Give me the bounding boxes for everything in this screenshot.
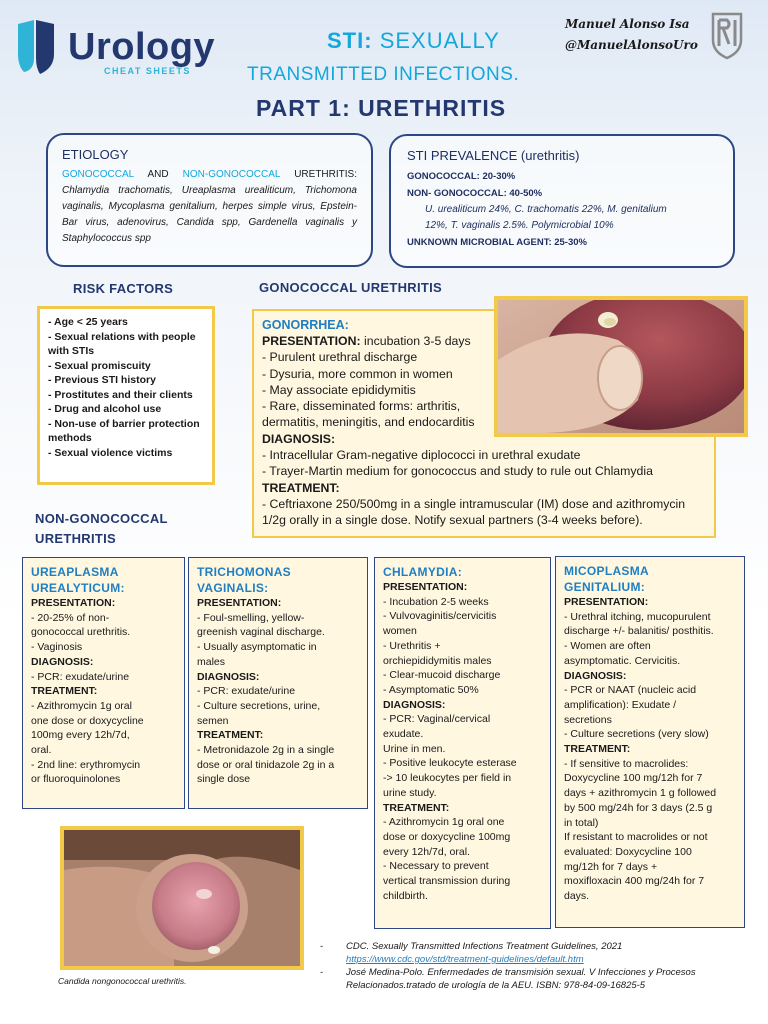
trichomonas-line: males — [197, 655, 226, 668]
chlamydia-section-label: PRESENTATION: — [383, 581, 468, 593]
gonorrhea-title: GONORRHEA: — [262, 318, 349, 332]
micoplasma-section-label: TREATMENT: — [564, 743, 631, 756]
title-line-2: TRANSMITTED INFECTIONS. — [247, 64, 520, 85]
trichomonas-title: VAGINALIS: — [197, 581, 269, 595]
risk-item: - Drug and alcohol use — [48, 403, 162, 415]
etiology-text — [62, 167, 357, 247]
presentation-text: incubation 3-5 days — [360, 334, 471, 348]
etiology-box — [46, 133, 373, 267]
logo-subtitle: CHEAT SHEETS — [104, 66, 191, 76]
micoplasma-line: days. — [564, 890, 590, 903]
trichomonas-line: single dose — [197, 773, 251, 786]
trichomonas-section-label: PRESENTATION: — [197, 597, 282, 609]
micoplasma-line: mg/12h for 7 days + — [564, 860, 658, 873]
micoplasma-title: GENITALIUM: — [564, 580, 646, 594]
chlamydia-line: - Clear-mucoid discharge — [383, 669, 501, 682]
micoplasma-line: Doxycycline 100 mg/12h for 7 — [564, 772, 703, 785]
gonorrhea-diagnosis-item: - Intracellular Gram-negative diplococci in urethral exudate — [262, 448, 581, 463]
chlamydia-line: - Urethritis + — [383, 639, 441, 652]
chlamydia-line: -> 10 leukocytes per field in — [383, 772, 512, 785]
ureaplasma-line: one dose or doxycycline — [31, 714, 144, 727]
risk-item: - Previous STI history — [48, 374, 156, 386]
ureaplasma-box — [22, 557, 185, 809]
ureaplasma-line: gonococcal urethritis. — [31, 626, 131, 639]
risk-item: - Prostitutes and their clients — [48, 388, 193, 401]
logo-shield-icon — [14, 18, 58, 76]
chlamydia-line: Urine in men. — [383, 742, 446, 755]
chlamydia-box — [374, 557, 551, 929]
gonorrhea-treatment-item: - Ceftriaxone 250/500mg in a single intramuscular (IM) dose and azithromycin — [262, 496, 686, 511]
prevalence-non-gonococcal: NON- GONOCOCCAL: 40-50% — [407, 188, 543, 199]
prevalence-gonococcal: GONOCOCCAL: 20-30% — [407, 171, 516, 182]
micoplasma-line: If resistant to macrolides or not — [564, 831, 708, 844]
prevalence-box — [389, 134, 735, 268]
gonorrhea-presentation-item: - Dysuria, more common in women — [262, 366, 453, 381]
chlamydia-line: - Necessary to prevent — [383, 860, 489, 873]
non-gonococcal-heading — [35, 509, 168, 549]
gonorrhea-treatment-label: TREATMENT: — [262, 480, 340, 495]
ureaplasma-title: UREALYTICUM: — [31, 581, 125, 595]
candida-clinical-photo — [60, 826, 304, 970]
micoplasma-line: - PCR or NAAT (nucleic acid — [564, 684, 697, 697]
micoplasma-line: discharge +/- balanitis/ posthitis. — [564, 625, 714, 638]
chlamydia-line: vertical transmission during — [383, 875, 511, 888]
title-sti: STI: — [327, 28, 373, 53]
chlamydia-line: women — [383, 625, 417, 638]
micoplasma-line: - Culture secretions (very slow) — [564, 728, 709, 741]
micoplasma-line: amplification): Exudate / — [564, 698, 677, 711]
trichomonas-line: - Culture secretions, urine, — [197, 699, 321, 712]
micoplasma-section-label: PRESENTATION: — [564, 596, 649, 608]
ureaplasma-section-label: TREATMENT: — [31, 685, 98, 698]
reference-bullet: - — [320, 941, 324, 952]
chlamydia-line: - PCR: Vaginal/cervical — [383, 713, 491, 726]
ureaplasma-line: - Vaginosis — [31, 641, 83, 654]
micoplasma-line: secretions — [564, 713, 612, 726]
micoplasma-line: - Women are often — [564, 640, 651, 653]
reference-1 — [320, 940, 740, 966]
gonococcal-heading: GONOCOCCAL URETHRITIS — [259, 280, 443, 295]
micoplasma-line: by 500 mg/24h for 3 days (2.5 g — [564, 801, 713, 814]
chlamydia-line: orchiepididymitis males — [383, 654, 492, 667]
ureaplasma-line: - Azithromycin 1g oral — [31, 699, 132, 712]
chlamydia-line: - Incubation 2-5 weeks — [383, 595, 489, 608]
gonorrhea-presentation-item: dermatitis, meningitis, and endocarditis — [262, 415, 475, 430]
trichomonas-line: - PCR: exudate/urine — [197, 685, 296, 698]
ureaplasma-section-label: PRESENTATION: — [31, 597, 116, 609]
risk-item: - Sexual promiscuity — [48, 359, 151, 372]
chlamydia-line: exudate. — [383, 728, 424, 741]
ureaplasma-line: oral. — [31, 744, 52, 757]
etiology-and: AND — [133, 169, 183, 180]
author-block — [565, 14, 698, 56]
chlamydia-title: CHLAMYDIA: — [383, 565, 462, 579]
reference-2 — [320, 966, 740, 992]
ureaplasma-line: - PCR: exudate/urine — [31, 670, 130, 683]
reference-bullet: - — [320, 967, 324, 978]
trichomonas-line: - Metronidazole 2g in a single — [197, 744, 335, 757]
chlamydia-line: every 12h/7d, oral. — [383, 845, 470, 858]
gonorrhea-clinical-photo — [494, 296, 748, 437]
micoplasma-line: in total) — [564, 816, 599, 829]
trichomonas-line: semen — [197, 714, 229, 727]
ureaplasma-line: or fluoroquinolones — [31, 773, 121, 786]
trichomonas-box — [188, 557, 368, 809]
chlamydia-line: - Azithromycin 1g oral one — [383, 816, 505, 829]
ureaplasma-line: 100mg every 12h/7d, — [31, 729, 130, 742]
reference-1-text: CDC. Sexually Transmitted Infections Treatment Guidelines, 2021 — [346, 941, 623, 952]
gonorrhea-presentation-item: - Rare, disseminated forms: arthritis, — [262, 399, 461, 414]
prevalence-breakdown-2: 12%, T. vaginalis 2.5%. Polymicrobial 10% — [425, 220, 614, 231]
chlamydia-line: - Positive leukocyte esterase — [383, 757, 517, 770]
prevalence-heading — [407, 148, 717, 163]
chlamydia-section-label: TREATMENT: — [383, 801, 450, 814]
etiology-heading: ETIOLOGY — [62, 147, 129, 162]
etiology-urethritis: URETHRITIS: — [280, 169, 357, 180]
chlamydia-line: dose or doxycycline 100mg — [383, 830, 511, 843]
author-handle: @ManuelAlonsoUro — [565, 38, 698, 52]
micoplasma-line: moxifloxacin 400 mg/24h for 7 — [564, 875, 705, 888]
urology-logo — [14, 18, 254, 78]
micoplasma-box — [555, 556, 745, 928]
presentation-label: PRESENTATION: — [262, 334, 361, 348]
references — [320, 940, 740, 992]
trichomonas-line: greenish vaginal discharge. — [197, 626, 325, 639]
ureaplasma-title: UREAPLASMA — [31, 565, 119, 579]
logo-wordmark: Urology — [68, 26, 216, 68]
title-sexually: SEXUALLY — [379, 28, 500, 53]
etiology-organisms: Chlamydia trachomatis, Ureaplasma urealiticum, Trichomona vaginalis, Mycoplasma genitalium, herpes simple virus, Epstein-Bar virus, adenovirus, Candida spp, Gardenella vaginalis y Staphylococcus spp — [62, 185, 357, 244]
chlamydia-line: - Vulvovaginitis/cervicitis — [383, 610, 497, 623]
risk-item: - Sexual violence victims — [48, 446, 173, 459]
gonorrhea-diagnosis-item: - Trayer-Martin medium for gonococcus and study to rule out Chlamydia — [262, 464, 653, 479]
chlamydia-section-label: DIAGNOSIS: — [383, 698, 446, 711]
chlamydia-line: - Asymptomatic 50% — [383, 683, 479, 696]
chlamydia-line: childbirth. — [383, 889, 428, 902]
gonorrhea-diagnosis-label: DIAGNOSIS: — [262, 431, 336, 446]
title-line-1 — [327, 28, 500, 54]
trichomonas-line: dose or oral tinidazole 2g in a — [197, 758, 335, 771]
micoplasma-line: evaluated: Doxycycline 100 — [564, 845, 692, 858]
prevalence-breakdown-1: U. urealiticum 24%, C. trachomatis 22%, M. genitalium — [425, 204, 667, 215]
trichomonas-line: - Usually asymptomatic in — [197, 641, 317, 654]
prevalence-heading-main: STI PREVALENCE — [407, 148, 518, 163]
trichomonas-section-label: TREATMENT: — [197, 729, 264, 742]
micoplasma-section-label: DIAGNOSIS: — [564, 669, 627, 682]
gonorrhea-presentation-item: - Purulent urethral discharge — [262, 350, 418, 365]
ureaplasma-section-label: DIAGNOSIS: — [31, 655, 94, 668]
trichomonas-title: TRICHOMONAS — [197, 565, 291, 579]
reference-2-text: José Medina-Polo. Enfermedades de transmisión sexual. V Infecciones y Procesos Relacionados.tratado de urología de la AEU. ISBN: 978-84-09-16825-5 — [346, 967, 696, 991]
page-title: PART 1: URETHRITIS — [256, 95, 507, 121]
risk-item: - Non-use of barrier protection methods — [48, 417, 200, 444]
risk-factors-box — [37, 306, 215, 485]
gonorrhea-treatment-item: 1/2g orally in a single dose. Notify sexual partners (3-4 weeks before). — [262, 513, 643, 528]
micoplasma-line: - If sensitive to macrolides: — [564, 757, 689, 770]
reference-1-link[interactable]: https://www.cdc.gov/std/treatment-guidelines/default.htm — [346, 954, 584, 965]
rdc-badge-logo — [707, 10, 747, 60]
micoplasma-title: MICOPLASMA — [564, 564, 649, 578]
micoplasma-line: days + azithromycin 1 g followed — [564, 787, 717, 800]
ureaplasma-line: - 2nd line: erythromycin — [31, 758, 141, 771]
risk-item: - Sexual relations with people with STIs — [48, 330, 196, 357]
risk-factors-heading: RISK FACTORS — [73, 281, 174, 296]
prevalence-heading-suffix: (urethritis) — [520, 148, 580, 163]
trichomonas-line: - Foul-smelling, yellow- — [197, 611, 305, 624]
etiology-gonococcal: GONOCOCCAL — [62, 169, 134, 180]
risk-item: - Age < 25 years — [48, 316, 128, 328]
prevalence-unknown: UNKNOWN MICROBIAL AGENT: 25-30% — [407, 237, 587, 248]
etiology-non-gonococcal: NON-GONOCOCCAL — [182, 169, 281, 180]
gonorrhea-presentation-item: - May associate epididymitis — [262, 382, 416, 397]
micoplasma-line: asymptomatic. Cervicitis. — [564, 654, 681, 667]
non-gonococcal-heading-line2: URETHRITIS — [35, 531, 116, 546]
trichomonas-section-label: DIAGNOSIS: — [197, 670, 260, 683]
chlamydia-line: urine study. — [383, 786, 437, 799]
micoplasma-line: - Urethral itching, mucopurulent — [564, 610, 711, 623]
non-gonococcal-heading-line1: NON-GONOCOCCAL — [35, 511, 168, 526]
ureaplasma-line: - 20-25% of non- — [31, 611, 110, 624]
photo-caption: Candida nongonococcal urethritis. — [58, 976, 187, 986]
author-name: Manuel Alonso Isa — [565, 17, 690, 31]
